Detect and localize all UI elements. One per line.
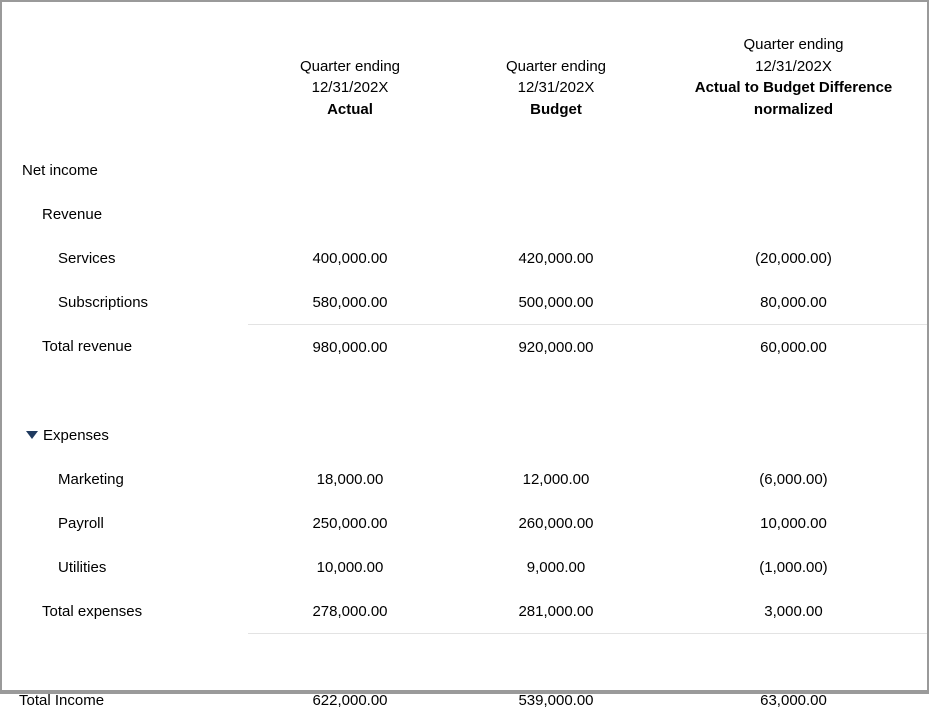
row-label-text: Services: [58, 249, 116, 267]
cell-budget-subscriptions: 500,000.00: [518, 293, 594, 311]
report-table: [2, 2, 927, 722]
cell-actual-revenue: [248, 192, 452, 236]
cell-actual-expenses: [248, 413, 452, 457]
row-label-text: Total Income: [19, 691, 105, 709]
row-label-text: Subscriptions: [58, 293, 149, 311]
report-row-utilities: [2, 545, 927, 589]
column-header-actual: [248, 2, 452, 148]
report-row-revenue: [2, 192, 927, 236]
row-label-text: Net income: [22, 161, 98, 179]
cell-budget-revenue: [452, 192, 660, 236]
row-label-marketing: [2, 457, 248, 501]
report-row-total-revenue: [2, 325, 927, 370]
cell-budget-services: 420,000.00: [518, 249, 594, 267]
cell-budget-marketing: 12,000.00: [522, 470, 590, 488]
report-row-expenses: [2, 413, 927, 457]
spacer-row: [2, 634, 927, 679]
period-date: 12/31/202X: [311, 79, 389, 96]
cell-actual-total-income: 622,000.00: [312, 691, 388, 709]
row-label-text: Total expenses: [42, 602, 143, 620]
period-label: Quarter ending: [743, 36, 844, 53]
spacer-cell: [2, 369, 927, 413]
cell-difference-marketing: (6,000.00): [759, 470, 828, 488]
column-header-difference: [660, 2, 927, 148]
report-row-marketing: [2, 457, 927, 501]
period-label: Quarter ending: [299, 57, 401, 75]
cell-difference-payroll: 10,000.00: [760, 514, 827, 532]
cell-difference-subscriptions: 80,000.00: [760, 293, 827, 311]
row-label-expenses: [2, 413, 248, 457]
cell-budget-total-revenue: 920,000.00: [452, 325, 660, 370]
cell-difference-total-revenue: 60,000.00: [660, 325, 927, 370]
row-label-total-revenue: [2, 325, 248, 370]
cell-actual-marketing: 18,000.00: [316, 470, 384, 488]
report-row-net-income: [2, 148, 927, 192]
row-label-subscriptions: [2, 280, 248, 325]
spacer-cell: [2, 634, 927, 679]
cell-actual-utilities: 10,000.00: [316, 558, 384, 576]
cell-actual-total-expenses: 278,000.00: [248, 589, 452, 634]
cell-difference-total-income: 63,000.00: [760, 691, 827, 709]
cell-difference-services: (20,000.00): [755, 249, 832, 267]
column-title: Actual to Budget Difference normalized: [694, 79, 893, 118]
period-date: 12/31/202X: [517, 79, 595, 96]
row-label-total-income: [2, 678, 248, 722]
cell-difference-total-expenses: 3,000.00: [660, 589, 927, 634]
cell-budget-expenses: [452, 413, 660, 457]
cell-budget-total-expenses: 281,000.00: [452, 589, 660, 634]
column-title: Actual: [327, 100, 373, 118]
row-label-text: Payroll: [58, 514, 104, 532]
collapse-arrow-icon[interactable]: [26, 431, 38, 439]
column-title: Budget: [530, 100, 582, 118]
row-label-text: Utilities: [58, 558, 107, 576]
cell-actual-services: 400,000.00: [312, 249, 388, 267]
header-row: [2, 2, 927, 148]
spacer-row: [2, 369, 927, 413]
row-label-net-income: [2, 148, 248, 192]
cell-budget-net-income: [452, 148, 660, 192]
row-label-text: Marketing: [58, 470, 124, 488]
report-header: [2, 2, 927, 148]
row-label-revenue: [2, 192, 248, 236]
row-label-payroll: [2, 501, 248, 545]
cell-actual-total-revenue: 980,000.00: [248, 325, 452, 370]
header-empty-cell: [2, 2, 248, 148]
report-row-payroll: [2, 501, 927, 545]
cell-difference-net-income: [660, 148, 927, 192]
cell-actual-payroll: 250,000.00: [312, 514, 388, 532]
cell-budget-utilities: 9,000.00: [526, 558, 586, 576]
report-row-subscriptions: [2, 280, 927, 325]
cell-actual-subscriptions: 580,000.00: [312, 293, 388, 311]
cell-budget-total-income: 539,000.00: [518, 691, 594, 709]
row-label-text: Expenses: [43, 426, 109, 444]
cell-budget-payroll: 260,000.00: [518, 514, 594, 532]
row-label-services: [2, 236, 248, 280]
row-label-text: Total revenue: [42, 338, 133, 356]
cell-difference-utilities: (1,000.00): [759, 558, 828, 576]
period-label: Quarter ending: [505, 57, 607, 75]
column-header-budget: [452, 2, 660, 148]
report-row-total-income: [2, 678, 927, 722]
row-label-total-expenses: [2, 589, 248, 634]
row-label-text: Revenue: [42, 205, 103, 223]
cell-actual-net-income: [248, 148, 452, 192]
report-row-total-expenses: [2, 589, 927, 634]
period-date: 12/31/202X: [755, 57, 832, 75]
row-label-utilities: [2, 545, 248, 589]
cell-difference-revenue: [660, 192, 927, 236]
report-body: [2, 148, 927, 722]
cell-difference-expenses: [660, 413, 927, 457]
report-row-services: [2, 236, 927, 280]
